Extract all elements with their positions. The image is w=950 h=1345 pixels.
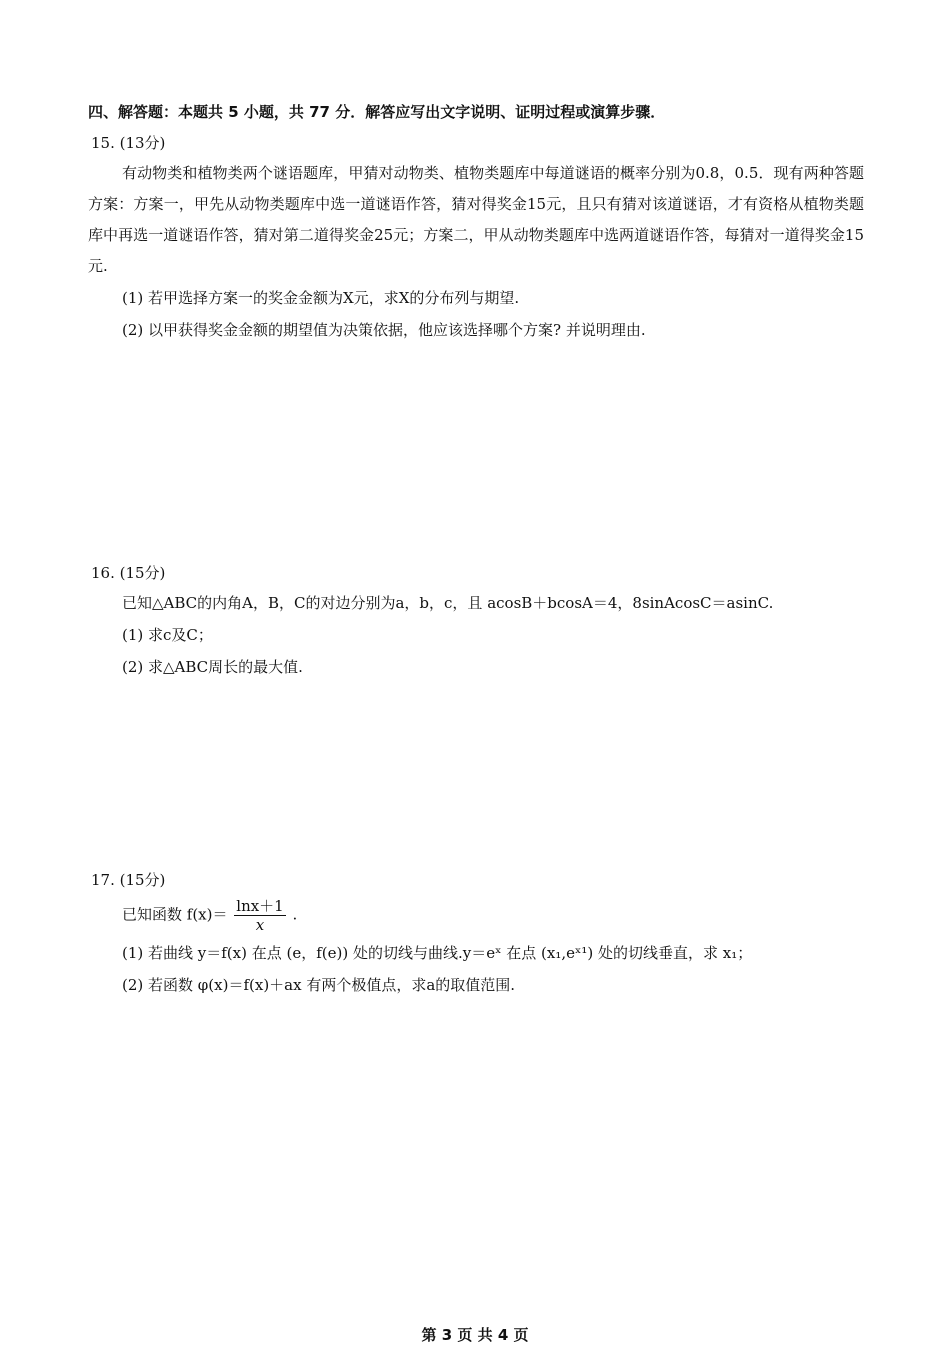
q17-fraction: [234, 897, 285, 934]
q15-paragraph: 有动物类和植物类两个谜语题库，甲猜对动物类、植物类题库中每道谜语的概率分别为0.8，0.5．现有两种答题方案：方案一，甲先从动物类题库中选一道谜语作答，猜对得奖金15元，且只有猜对该道谜语，才有资格从植物类题库中再选一道谜语作答，猜对第二道得奖金25元；方案二，甲从动物类题库中选两道谜语作答，每猜对一道得奖金15元.: [88, 164, 864, 275]
q17-part-2: (2) 若函数 φ(x)＝f(x)＋ax 有两个极值点，求a的取值范围.: [122, 976, 516, 994]
q16-part-1: (1) 求c及C；: [122, 626, 213, 644]
q17-stem-suffix: .: [292, 905, 298, 924]
q17-fraction-numerator: lnx＋1: [236, 897, 284, 915]
q17-stem: [122, 897, 297, 934]
q15-heading: 15. (13分): [91, 134, 166, 152]
page-footer: 第 3 页 共 4 页: [421, 1326, 529, 1344]
section-header: 四、解答题：本题共 5 小题，共 77 分．解答应写出文字说明、证明过程或演算步骤．: [88, 103, 666, 121]
q16-stem: 已知△ABC的内角A，B，C的对边分别为a，b，c，且 acosB＋bcosA＝4，8sinAcosC＝asinC.: [122, 594, 774, 612]
q15-part-2: (2) 以甲获得奖金金额的期望值为决策依据，他应该选择哪个方案? 并说明理由.: [122, 321, 646, 339]
q17-part-1: (1) 若曲线 y＝f(x) 在点 (e，f(e)) 处的切线与曲线.y＝eˣ 在点 (x₁,eˣ¹) 处的切线垂直，求 x₁；: [122, 944, 753, 962]
q17-stem-prefix: 已知函数 f(x)＝: [122, 905, 228, 924]
q17-fraction-denominator: x: [255, 916, 265, 934]
q17-heading: 17. (15分): [91, 871, 166, 889]
q15-part-1: (1) 若甲选择方案一的奖金金额为X元，求X的分布列与期望.: [122, 289, 520, 307]
q16-heading: 16. (15分): [91, 564, 166, 582]
q16-part-2: (2) 求△ABC周长的最大值.: [122, 658, 303, 676]
